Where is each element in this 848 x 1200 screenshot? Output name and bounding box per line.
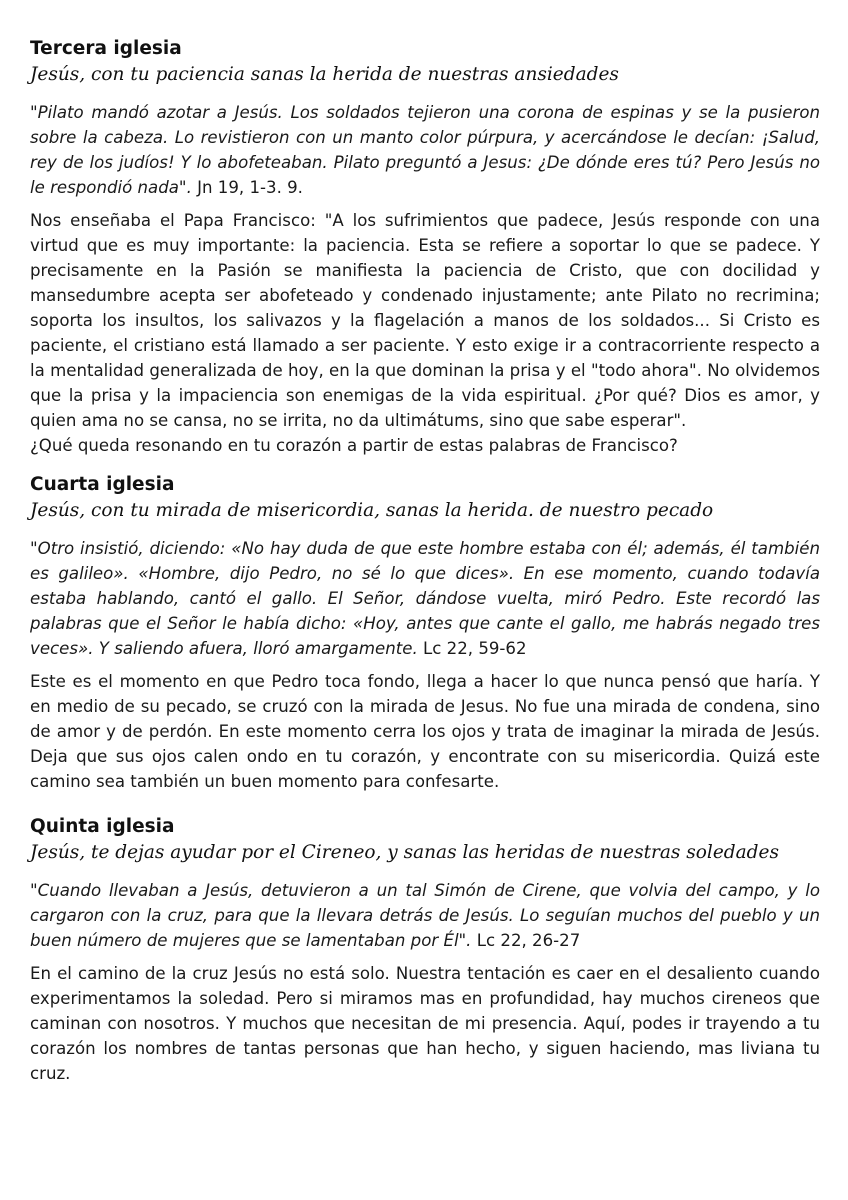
section-subtitle: Jesús, con tu mirada de misericordia, sanas la herida. de nuestro pecado bbox=[30, 500, 714, 521]
quote-reference: Lc 22, 26-27 bbox=[471, 931, 581, 950]
reflection-text: En el camino de la cruz Jesús no está solo. Nuestra tentación es caer en el desaliento cuando experimentamos la soledad. Pero si miramos mas en profundidad, hay muchos cireneos que caminan con nosotros. Y muchos que necesitan de mi presencia. Aquí, podes ir trayendo a tu corazón los nombres de tantas personas que han hecho, y siguen haciendo, mas liviana tu cruz. bbox=[30, 964, 820, 1083]
reflection-question: ¿Qué queda resonando en tu corazón a partir de estas palabras de Francisco? bbox=[30, 436, 678, 455]
reflection-text: Nos enseñaba el Papa Francisco: "A los sufrimientos que padece, Jesús responde con una virtud que es muy importante: la paciencia. Esta se refiere a soportar lo que se padece. Y precisamente en la Pasión se manifiesta la paciencia de Cristo, que con docilidad y mansedumbre acepta ser abofeteado y condenado injustamente; ante Pilato no recrimina; soporta los insultos, los salivazos y la flagelación a manos de los soldados... Si Cristo es paciente, el cristiano está llamado a ser paciente. Y esto exige ir a contracorriente respecto a la mentalidad generalizada de hoy, en la que dominan la prisa y el "todo ahora". No olvidemos que la prisa y la impaciencia son enemigas de la vida espiritual. ¿Por qué? Dios es amor, y quien ama no se cansa, no se irrita, no da ultimátums, sino que sabe esperar". bbox=[30, 211, 820, 430]
section-quinta-iglesia bbox=[30, 814, 820, 1086]
quote-text: "Otro insistió, diciendo: «No hay duda de que este hombre estaba con él; además, él también es galileo». «Hombre, dijo Pedro, no sé lo que dices». En ese momento, cuando todavía estaba hablando, cantó el gallo. El Señor, dándose vuelta, miró Pedro. Este recordó las palabras que el Señor le había dicho: «Hoy, antes que cante el gallo, me habrás negado tres veces». Y saliendo afuera, lloró amargamente. bbox=[30, 539, 820, 658]
section-heading: Cuarta iglesia bbox=[30, 474, 175, 495]
section-tercera-iglesia bbox=[30, 36, 820, 458]
quote-text: "Pilato mandó azotar a Jesús. Los soldados tejieron una corona de espinas y se la pusieron sobre la cabeza. Lo revistieron con un manto color púrpura, y acercándose le decían: ¡Salud, rey de los judíos! Y lo abofeteaban. Pilato preguntó a Jesus: ¿De dónde eres tú? Pero Jesús no le respondió nada". bbox=[30, 103, 820, 197]
quote-reference: Jn 19, 1-3. 9. bbox=[191, 178, 303, 197]
quote-text: "Cuando llevaban a Jesús, detuvieron a un tal Simón de Cirene, que volvia del campo, y lo cargaron con la cruz, para que la llevara detrás de Jesús. Lo seguían muchos del pueblo y un buen número de mujeres que se lamentaban por Él". bbox=[30, 881, 820, 950]
section-heading: Quinta iglesia bbox=[30, 816, 175, 837]
section-subtitle: Jesús, te dejas ayudar por el Cireneo, y sanas las heridas de nuestras soledades bbox=[30, 842, 779, 863]
section-subtitle: Jesús, con tu paciencia sanas la herida de nuestras ansiedades bbox=[30, 64, 619, 85]
scripture-quote bbox=[30, 536, 820, 661]
reflection-text: Este es el momento en que Pedro toca fondo, llega a hacer lo que nunca pensó que haría. Y en medio de su pecado, se cruzó con la mirada de Jesus. No fue una mirada de condena, sino de amor y de perdón. En este momento cerra los ojos y trata de imaginar la mirada de Jesús. Deja que sus ojos calen ondo en tu corazón, y encontrate con su misericordia. Quizá este camino sea también un buen momento para confesarte. bbox=[30, 672, 820, 791]
section-cuarta-iglesia bbox=[30, 472, 820, 794]
scripture-quote bbox=[30, 878, 820, 953]
section-heading: Tercera iglesia bbox=[30, 38, 182, 59]
scripture-quote bbox=[30, 100, 820, 200]
quote-reference: Lc 22, 59-62 bbox=[417, 639, 527, 658]
